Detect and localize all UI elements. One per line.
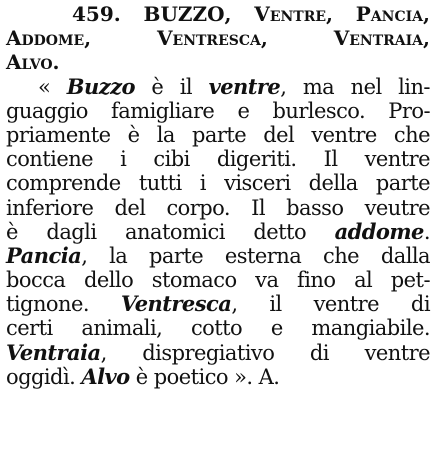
body-line-12 <box>6 341 430 365</box>
body-text: è il <box>134 74 209 99</box>
open-quote: « <box>38 74 67 99</box>
body-text: è dagli anatomici detto <box>6 219 335 244</box>
term-pancia: Pancia <box>6 242 82 268</box>
body-line-8 <box>6 244 430 268</box>
body-text: . <box>423 219 430 244</box>
body-line-9: bocca dello stomaco va fino al pet- <box>6 268 430 293</box>
body-text: , il ventre di <box>231 292 430 317</box>
term-addome: addome <box>334 218 424 244</box>
body-line-13 <box>6 365 430 389</box>
body-text: , dispregiativo di ventre <box>100 340 430 365</box>
term-alvo: Alvo <box>81 363 130 389</box>
dictionary-entry <box>6 2 430 389</box>
body-text: è poetico ». A. <box>129 364 280 389</box>
term-ventre: ventre <box>208 73 281 99</box>
body-line-7 <box>6 220 430 244</box>
body-line-5: comprende tutti i visceri della parte <box>6 171 430 196</box>
body-line-3: priamente è la parte del ventre che <box>6 122 430 147</box>
term-buzzo: Buzzo <box>66 73 135 99</box>
body-text: oggidì. <box>6 364 82 389</box>
synonyms-second: Addome, Ventresca, Ventraia, <box>6 26 430 51</box>
body-line-10 <box>6 292 430 316</box>
entry-heading-line-1 <box>6 2 430 26</box>
body-text: tignone. <box>6 292 121 317</box>
body-line-4: contiene i cibi digeriti. Il ventre <box>6 147 430 172</box>
body-line-1 <box>6 75 430 99</box>
synonyms-first: , Ventre, Pancia, <box>224 2 430 26</box>
entry-heading-line-2 <box>6 26 430 50</box>
term-ventraia: Ventraia <box>6 339 101 365</box>
term-ventresca: Ventresca <box>120 291 232 317</box>
body-line-11: certi animali, cotto e mangiabile. <box>6 316 430 341</box>
body-text: , ma nel lin- <box>280 74 430 99</box>
body-line-2: guaggio famigliare e burlesco. Pro- <box>6 98 430 123</box>
synonyms-third: Alvo. <box>6 50 60 75</box>
body-text: , la parte esterna che dalla <box>81 243 430 268</box>
entry-number: 459. <box>72 2 121 26</box>
entry-heading-line-3 <box>6 50 430 74</box>
entry-headword: BUZZO <box>143 2 225 26</box>
body-line-6: inferiore del corpo. Il basso veutre <box>6 195 430 220</box>
